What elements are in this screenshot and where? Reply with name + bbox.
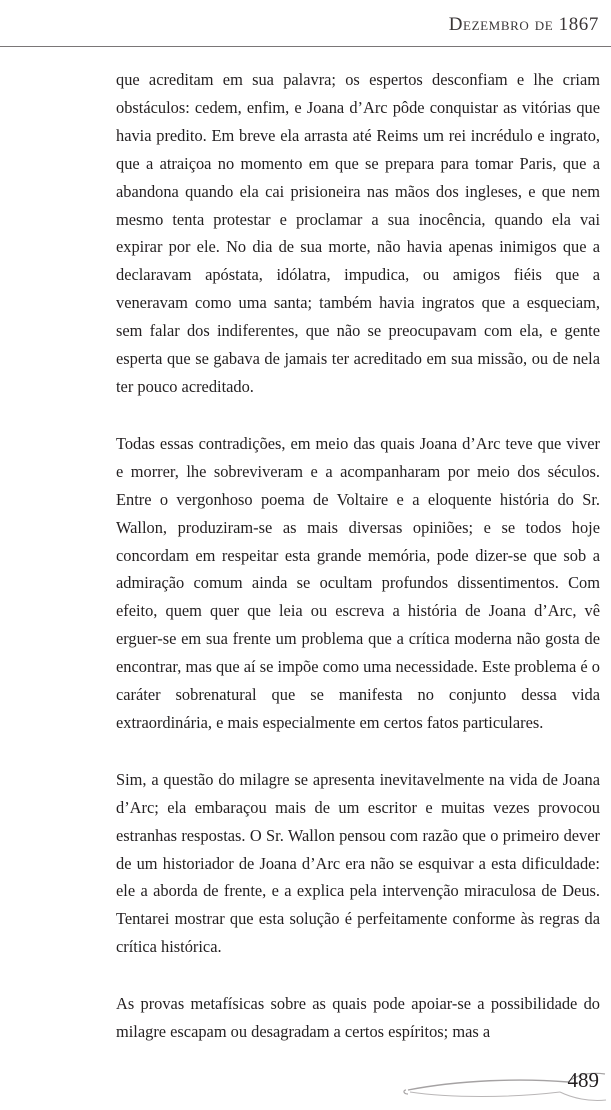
- header-rule: [0, 46, 611, 47]
- page-number: 489: [567, 1068, 599, 1092]
- paragraph-2: Todas essas contradições, em meio das quais Joana d’Arc teve que viver e morrer, lhe sobreviveram e a acompanharam por meio dos séculos. Entre o vergonhoso poema de Voltaire e a eloquente história do Sr. Wallon, produziram-se as mais diversas opiniões; e se todos hoje concordam em respeitar esta grande memória, pode dizer-se que sob a admiração comum ainda se ocultam profundos dissentimentos. Com efeito, quem quer que leia ou escreva a história de Joana d’Arc, vê erguer-se em sua frente um problema que a crítica moderna não gosta de encontrar, mas que aí se impõe como uma necessidade. Este problema é o caráter sobrenatural que se manifesta no conjunto dessa vida extraordinária, e mais especialmente em certos fatos particulares.: [116, 433, 600, 732]
- body-text: [116, 66, 600, 1046]
- paragraph-1: que acreditam em sua palavra; os espertos desconfiam e lhe criam obstáculos: cedem, enfim, e Joana d’Arc pôde conquistar as vitórias que havia predito. Em breve ela arrasta até Reims um rei incrédulo e ingrato, que a atraiçoa no momento em que se prepara para tomar Paris, que a abandona quando ela cai prisioneira nas mãos dos ingleses, e que nem mesmo tenta protestar e proclamar a sua inocência, quando ela vai expirar por ele. No dia de sua morte, não havia apenas inimigos que a declaravam apóstata, idólatra, impudica, ou amigos fiéis que a veneravam como uma santa; também havia ingratos que a esqueciam, sem falar dos indiferentes, que não se preocupavam com ela, e gente esperta que se gabava de jamais ter acreditado em sua missão, ou de nela ter pouco acreditado.: [116, 70, 600, 396]
- running-head-title: Dezembro de 1867: [448, 14, 599, 35]
- paragraph-4: As provas metafísicas sobre as quais pode apoiar-se a possibilidade do milagre escapam ou desagradam a certos espíritos; mas a: [116, 994, 600, 1042]
- paragraph-3: Sim, a questão do milagre se apresenta inevitavelmente na vida de Joana d’Arc; ela embaraçou mais de um escritor e muitas vezes provocou estranhas respostas. O Sr. Wallon pensou com razão que o primeiro dever de um historiador de Joana d’Arc era não se esquivar a esta dificuldade: ele a aborda de frente, e a explica pela intervenção miraculosa de Deus. Tentarei mostrar que esta solução é perfeitamente conforme às regras da crítica histórica.: [116, 769, 600, 957]
